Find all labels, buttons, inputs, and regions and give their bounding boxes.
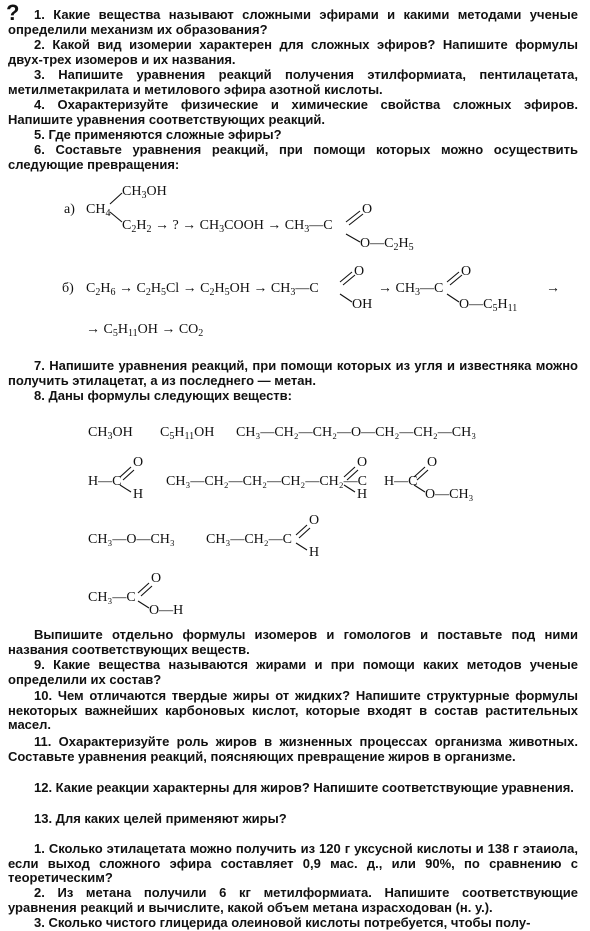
c2h2-h: H [136,218,147,233]
start-sub1: 2 [95,287,101,298]
f4-double-2 [123,470,134,480]
formula-formaldehyde-o: O [133,455,144,470]
scheme-a-chain: $C_2H_2$ → ? → $CH_3COOH$ → $CH_3—C$ [122,218,333,235]
c2h5cl-sub2: 5 [160,287,166,298]
problem-1: 1. Сколько этилацетата можно получить из 120 г уксусной кислоты и 138 г этаиола, если выход сложного эфира составляет 0,9 мас. д., или 90%, по сравнению с теоретическим? [8,841,578,886]
formula-propanal: CH₃—CH₂—C [206,532,292,547]
c2h5oh-h: H [214,281,225,296]
f9-double-2 [141,586,152,596]
line2-sub3: 2 [198,328,204,339]
question-5: 5. Где применяются сложные эфиры? [34,127,282,142]
pentyl-c: C [483,297,493,312]
c2h5oh-sub2: 5 [224,287,230,298]
f1-sub: 3 [107,431,113,442]
formula-methyl-formate-o: O [427,455,438,470]
f8-double-1 [296,525,307,535]
formula-acetic-acid-o: O [151,571,162,586]
mid-text: → ? → CH [154,218,220,233]
scheme-b-label: б) [62,281,74,296]
question-10: 10. Чем отличаются твердые жиры от жидких? Напишите структурные формулы некоторых важнейших карбоновых кислот, которые входят в состав растительных масел. [8,688,578,733]
scheme-b-arrow-end: → [546,281,560,296]
f2-tail: OH [194,425,215,440]
question-8-task: Выпишите отдельно формулы изомеров и гомологов и поставьте под ними названия соответствующих веществ. [8,627,578,657]
problem-3: 3. Сколько чистого глицерида олеиновой кислоты потребуется, чтобы полу- [34,915,531,930]
ester-sub-b: 3 [414,287,420,298]
formula-hexanal: CH₃—CH₂—CH₂—CH₂—CH₂—C [166,474,367,489]
c2h2-text: C [122,218,132,233]
ethyl-h: H [398,236,409,251]
ester-sub: 3 [304,224,310,235]
question-3: 3. Напишите уравнения реакций получения этилформиата, пентилацетата, метилметакрилата и метилового эфира азотной кислоты. [8,67,578,97]
line2-sub2: 11 [127,328,138,339]
scheme-b-chain: $C_2H_6 \to C_2H_5Cl \to C_2H_5OH$ → $CH_3—C$ [86,281,319,298]
pentyl-h: H [497,297,508,312]
scheme-b-acid-oh: OH [352,297,373,312]
ethyl-c: C [384,236,394,251]
line2-sub1: 5 [112,328,118,339]
scheme-a-o-top: O [362,202,373,217]
ethyl-sub1: 2 [393,242,399,253]
arrow2: → CH [378,281,415,296]
question-7: 7. Напишите уравнения реакций, при помощи которых из угля и известняка можно получить этилацетат, а из последнего — метан. [8,358,578,388]
question-11: 11. Охарактеризуйте роль жиров в жизненных процессах организма животных. Составьте уравнения реакций, поясняющих превращение жиров в организме. [8,734,578,764]
c2h5cl-h: H [150,281,161,296]
scheme-b-ester-pentyl: $O—C_5H_{11}$ [459,297,518,314]
c2h5cl-sub1: 2 [145,287,151,298]
f2-h: H [174,425,185,440]
ch4-text: CH [86,202,106,217]
question-mark-icon: ? [6,0,20,25]
formula-hexanal-o: O [357,455,368,470]
c2h5cl-tail: Cl → C [165,281,210,296]
question-13: 13. Для каких целей применяют жиры? [34,811,287,826]
question-2: 2. Какой вид изомерии характерен для сложных эфиров? Напишите формулы двух-трех изомеров и их названия. [8,37,578,67]
ch3oh-text: CH [122,184,142,199]
o-ester: O [360,236,371,251]
problem-2: 2. Из метана получили 6 кг метилформиата. Напишите соответствующие уравнения реакций и вычислите, какой объем метана израсходован (н. у.). [8,885,578,915]
formula-acetic-acid-oh: O—H [149,603,184,618]
formula-formaldehyde: H—C [88,474,122,489]
scheme-b-acid-o: O [354,264,365,279]
ester-c-b: C [433,281,444,296]
formula-acetic-acid: CH₃—C [88,590,136,605]
formula-formaldehyde-h: H [133,487,144,502]
scheme-a-label: а) [64,202,75,217]
scheme-a-o-ethyl: $O—C_2H_5$ [360,236,414,253]
f4-single [120,485,131,492]
formula-methyl-formate: H—C [384,474,418,489]
question-1: 1. Какие вещества называют сложными эфирами и какими методами ученые определили механизм их образования? [8,7,578,37]
line2-arrow: → C [86,322,113,337]
f8-single [296,543,307,550]
formula-propanal-o: O [309,513,320,528]
f9-single [138,601,149,608]
f2-text: C [160,425,170,440]
ester-o2: O [459,297,470,312]
arrow1: → C [115,281,146,296]
f1-tail: OH [112,425,133,440]
f9-double-1 [138,583,149,593]
c2h5oh-sub1: 2 [209,287,215,298]
scheme-b-ester: → $CH_3—C$ [378,281,444,298]
start-h: H [100,281,111,296]
ethyl-sub2: 5 [408,242,414,253]
c2h2-sub2: 2 [146,224,152,235]
ch3oh-tail: OH [146,184,167,199]
formula-methanol [88,425,133,445]
ch4-sub: 4 [105,208,111,219]
f2-sub2: 11 [184,431,195,442]
scheme-b-ester-o: O [461,264,472,279]
question-9: 9. Какие вещества называются жирами и при помощи каких методов ученые определили их состав? [8,657,578,687]
c2h2-sub1: 2 [131,224,137,235]
start-c: C [86,281,96,296]
start-sub2: 6 [110,287,116,298]
question-4: 4. Охарактеризуйте физические и химические свойства сложных эфиров. Напишите уравнения соответствующих реакций. [8,97,578,127]
f6-double-2 [417,470,428,480]
pentyl-sub1: 5 [492,303,498,314]
formula-propanal-h: H [309,545,320,560]
formula-dimethyl-ether: CH₃—O—CH₃ [88,532,175,547]
question-6: 6. Составьте уравнения реакций, при помощи которых можно осуществить следующие превращения: [8,142,578,172]
mid-sub: 3 [219,224,225,235]
question-8: 8. Даны формулы следующих веществ: [34,388,292,403]
formula-methyl-formate-och3: O—CH₃ [425,487,474,502]
formula-hexanal-h: H [357,487,368,502]
ch3oh-sub: 3 [141,190,147,201]
acid-c: C [309,281,319,296]
formula-pentanol [160,425,214,445]
line2-tail: OH → CO [137,322,199,337]
c2h5oh-tail: OH → CH [229,281,291,296]
question-12: 12. Какие реакции характерны для жиров? Напишите соответствующие уравнения. [34,780,574,795]
f2-sub1: 5 [169,431,175,442]
pentyl-sub2: 11 [507,303,518,314]
formula-dipropyl-ether: CH₃—CH₂—CH₂—O—CH₂—CH₂—CH₃ [236,425,477,440]
f1-text: CH [88,425,108,440]
mid-tail: COOH → CH [224,218,305,233]
ester-c: C [323,218,333,233]
acid-sub: 3 [290,287,296,298]
f4-double-1 [120,467,131,477]
line2-h: H [117,322,128,337]
f8-double-2 [299,528,310,538]
